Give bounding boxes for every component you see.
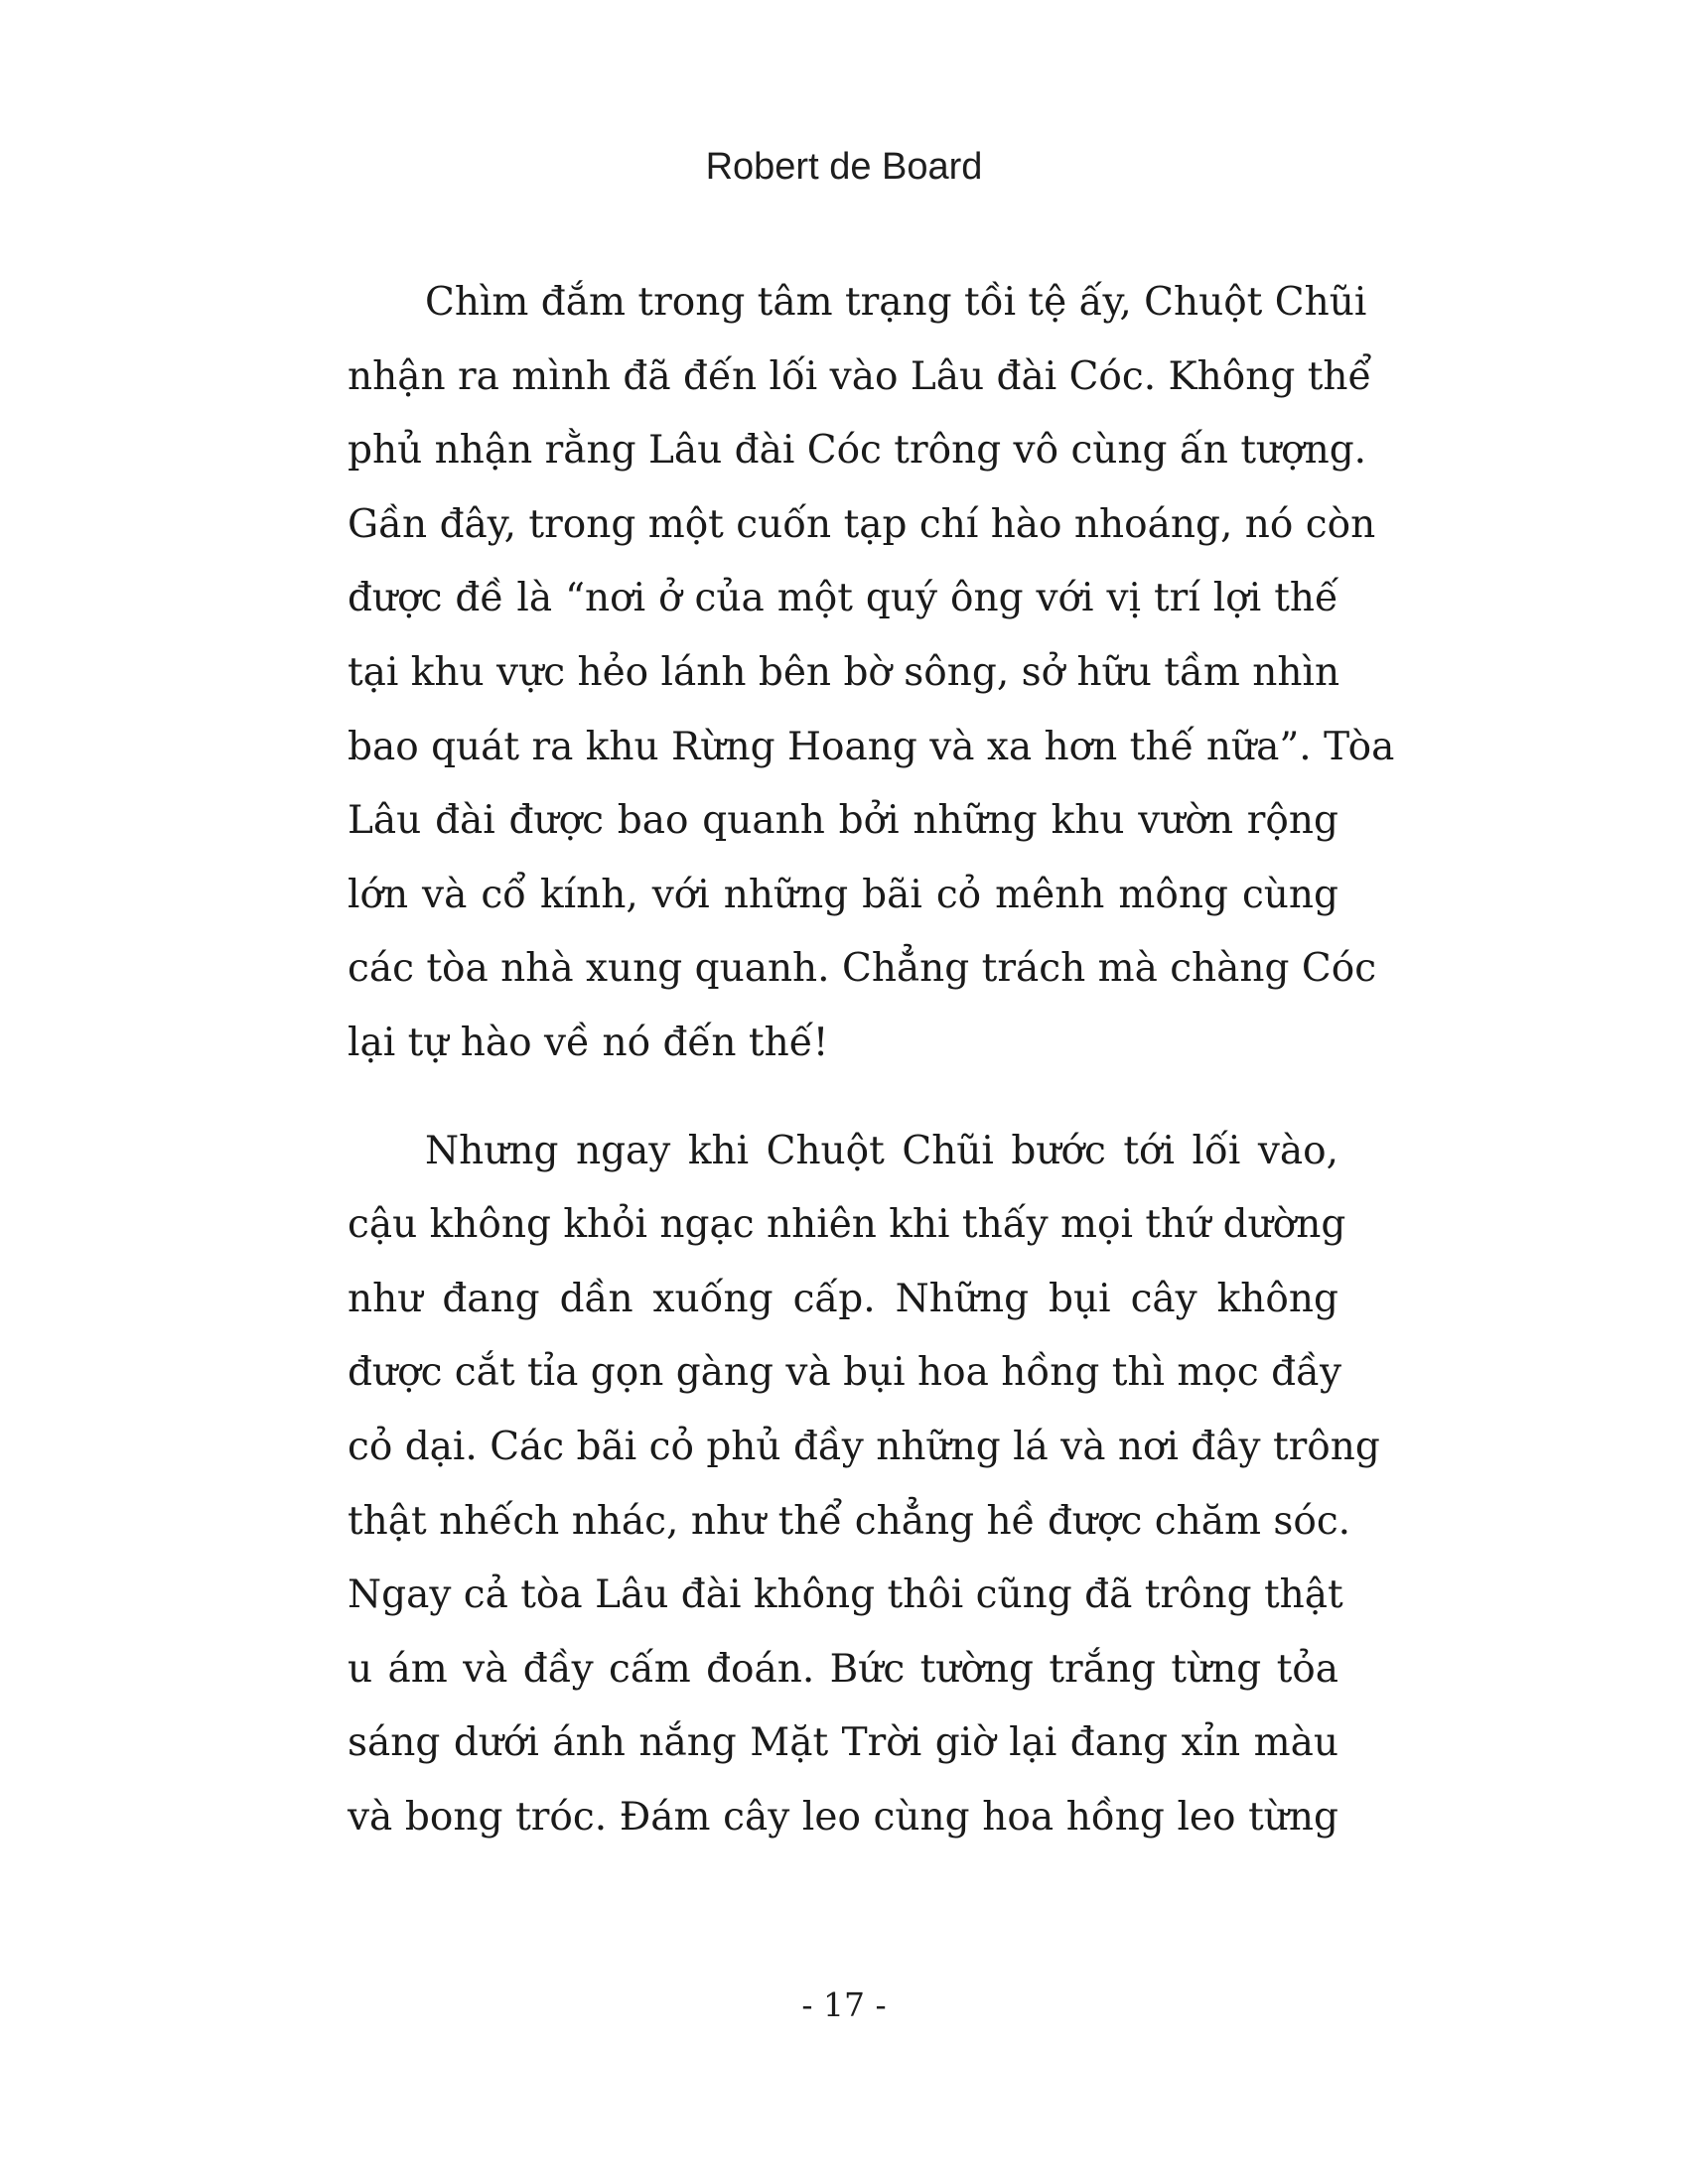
text-line: Chìm đắm trong tâm trạng tồi tệ ấy, Chuột Chũi xyxy=(425,280,1367,325)
text-line: lớn và cổ kính, với những bãi cỏ mênh mông cùng xyxy=(348,872,1338,917)
text-line: được cắt tỉa gọn gàng và bụi hoa hồng thì mọc đầy xyxy=(348,1350,1342,1396)
running-header-author: Robert de Board xyxy=(705,146,983,188)
text-line: như đang dần xuống cấp. Những bụi cây không xyxy=(348,1276,1338,1321)
text-line: nhận ra mình đã đến lối vào Lâu đài Cóc. Không thể xyxy=(348,353,1372,399)
paragraph-2 xyxy=(348,1115,1380,1855)
text-line: cậu không khỏi ngạc nhiên khi thấy mọi thứ dường xyxy=(348,1202,1346,1248)
text-line: tại khu vực hẻo lánh bên bờ sông, sở hữu tầm nhìn xyxy=(348,649,1340,695)
text-line: Ngay cả tòa Lâu đài không thôi cũng đã trông thật xyxy=(348,1572,1343,1618)
text-line: và bong tróc. Đám cây leo cùng hoa hồng leo từng xyxy=(348,1794,1338,1840)
paragraph-1 xyxy=(348,266,1395,1081)
text-line: được đề là “nơi ở của một quý ông với vị trí lợi thế xyxy=(348,576,1338,621)
text-line: sáng dưới ánh nắng Mặt Trời giờ lại đang xỉn màu xyxy=(348,1720,1338,1766)
text-line: Nhưng ngay khi Chuột Chũi bước tới lối vào, xyxy=(425,1128,1338,1173)
text-line: lại tự hào về nó đến thế! xyxy=(348,1020,829,1065)
text-line: u ám và đầy cấm đoán. Bức tường trắng từng tỏa xyxy=(348,1646,1338,1692)
body-text xyxy=(348,266,1395,1854)
text-line: Gần đây, trong một cuốn tạp chí hào nhoáng, nó còn xyxy=(348,501,1376,547)
text-line: Lâu đài được bao quanh bởi những khu vườn rộng xyxy=(348,798,1338,844)
text-line: thật nhếch nhác, như thể chẳng hề được chăm sóc. xyxy=(348,1498,1351,1544)
text-line: cỏ dại. Các bãi cỏ phủ đầy những lá và nơi đây trông xyxy=(348,1424,1380,1469)
page-number: - 17 - xyxy=(801,1985,887,2024)
text-line: bao quát ra khu Rừng Hoang và xa hơn thế nữa”. Tòa xyxy=(348,724,1395,769)
text-line: các tòa nhà xung quanh. Chẳng trách mà chàng Cóc xyxy=(348,946,1377,992)
text-line: phủ nhận rằng Lâu đài Cóc trông vô cùng ấn tượng. xyxy=(348,428,1367,474)
